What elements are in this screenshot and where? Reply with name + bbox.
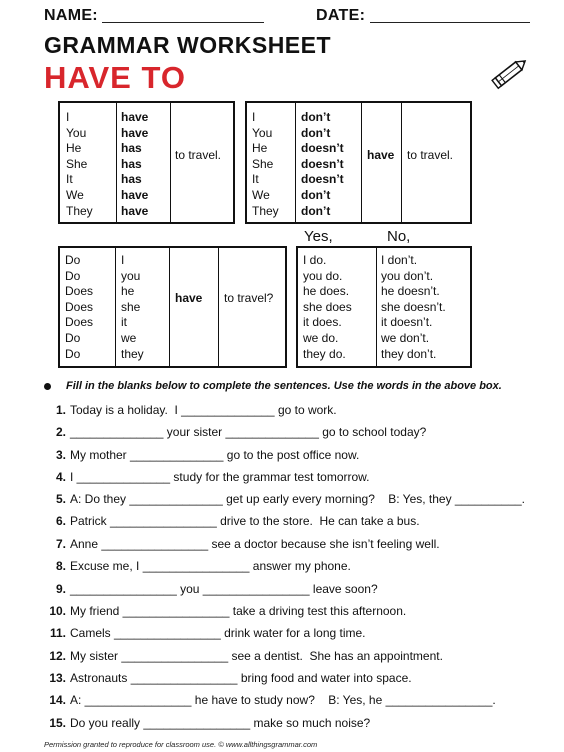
aux-cell: don’t	[301, 125, 331, 140]
question-text: Astronauts ________________ bring food and water into space.	[70, 671, 412, 685]
question-number: 13.	[49, 671, 66, 685]
question-number: 11.	[49, 626, 66, 640]
answer-cell: you do.	[303, 268, 343, 283]
question-item[interactable]	[44, 514, 420, 528]
question-text: Camels ________________ drink water for a long time.	[70, 626, 366, 640]
subject-cell: he	[121, 284, 135, 299]
question-number: 1.	[55, 403, 66, 417]
negative-complement: to travel.	[407, 148, 454, 162]
subject-cell: you	[121, 268, 141, 283]
question-number: 15.	[49, 716, 66, 730]
verb-cell: have	[121, 110, 149, 124]
answer-cell: we don’t.	[381, 330, 430, 345]
question-text: ______________ your sister ______________ go to school today?	[70, 425, 427, 439]
aux-cell: Does	[65, 299, 94, 314]
aux-cell: Do	[65, 268, 81, 283]
bullet-icon	[44, 383, 51, 390]
subject-cell: They	[66, 203, 93, 218]
aux-cell: Do	[65, 330, 81, 345]
verb-cell: has	[121, 172, 142, 187]
affirmative-subjects	[66, 110, 93, 219]
aux-cell: don’t	[301, 203, 331, 218]
negative-table	[245, 101, 472, 224]
answer-cell: they do.	[303, 346, 346, 361]
yes-label: Yes,	[304, 228, 333, 245]
answer-cell: I do.	[303, 253, 327, 267]
question-number: 2.	[55, 425, 66, 439]
instructions: Fill in the blanks below to complete the sentences. Use the words in the above box.	[66, 380, 502, 392]
verb-cell: have	[121, 203, 149, 218]
answer-cell: I don’t.	[381, 253, 418, 267]
affirmative-complement: to travel.	[175, 148, 222, 162]
question-item[interactable]	[44, 492, 525, 506]
verb-cell: have	[121, 125, 149, 140]
question-number: 7.	[55, 537, 66, 551]
answers-table	[296, 246, 472, 368]
subject-cell: He	[66, 141, 82, 156]
affirmative-table	[58, 101, 235, 224]
aux-cell: Does	[65, 315, 94, 330]
worksheet-subtitle: HAVE TO	[44, 60, 186, 95]
no-answers	[381, 253, 446, 362]
aux-cell: Do	[65, 346, 81, 361]
answer-cell: it does.	[303, 315, 342, 330]
subject-cell: it	[121, 315, 127, 330]
question-number: 6.	[55, 514, 66, 528]
negative-verb: have	[367, 148, 395, 162]
subject-cell: It	[66, 172, 73, 187]
question-subjects	[121, 253, 144, 362]
aux-cell: don’t	[301, 187, 331, 202]
subject-cell: You	[66, 125, 87, 140]
question-text: A: Do they ______________ get up early every morning? B: Yes, they __________.	[70, 492, 525, 506]
answer-cell: you don’t.	[381, 268, 434, 283]
question-item[interactable]	[44, 559, 351, 573]
question-item[interactable]	[44, 693, 496, 707]
name-label: NAME:	[44, 7, 98, 24]
pencil-icon	[488, 54, 532, 94]
date-label: DATE:	[316, 7, 366, 24]
subject-cell: She	[252, 156, 274, 171]
subject-cell: we	[121, 330, 137, 345]
question-item[interactable]	[44, 716, 370, 730]
no-label: No,	[387, 228, 411, 245]
question-number: 5.	[55, 492, 66, 506]
question-number: 4.	[55, 470, 66, 484]
question-number: 8.	[55, 559, 66, 573]
verb-cell: has	[121, 141, 142, 156]
question-text: My friend ________________ take a driving test this afternoon.	[70, 604, 407, 618]
question-complement: to travel?	[224, 291, 274, 305]
question-item[interactable]	[44, 425, 426, 439]
question-text: My sister ________________ see a dentist. She has an appointment.	[70, 649, 443, 663]
question-item[interactable]	[44, 626, 366, 640]
worksheet-title: GRAMMAR WORKSHEET	[44, 32, 332, 58]
question-number: 3.	[55, 448, 66, 462]
negative-aux	[301, 110, 344, 219]
question-aux	[65, 253, 93, 362]
negative-subjects	[252, 110, 279, 219]
answer-cell: we do.	[303, 330, 339, 345]
question-number: 10.	[49, 604, 66, 618]
question-text: I ______________ study for the grammar test tomorrow.	[70, 470, 370, 484]
subject-cell: she	[121, 299, 141, 314]
subject-cell: We	[66, 187, 84, 202]
question-number: 14.	[49, 693, 66, 707]
answer-cell: she does	[303, 299, 352, 314]
subject-cell: I	[66, 110, 70, 124]
verb-cell: has	[121, 156, 142, 171]
aux-cell: doesn’t	[301, 156, 344, 171]
answer-cell: she doesn’t.	[381, 299, 446, 314]
question-number: 12.	[49, 649, 66, 663]
question-table	[58, 246, 287, 368]
yes-answers	[303, 253, 352, 362]
verb-cell: have	[121, 187, 149, 202]
subject-cell: I	[252, 110, 256, 124]
question-item[interactable]	[44, 582, 378, 596]
question-text: Today is a holiday. I ______________ go to work.	[70, 403, 337, 417]
subject-cell: We	[252, 187, 270, 202]
question-item[interactable]	[44, 448, 359, 462]
question-text: Anne ________________ see a doctor because she isn’t feeling well.	[70, 537, 440, 551]
date-line[interactable]	[370, 22, 530, 23]
affirmative-verbs	[121, 110, 148, 219]
aux-cell: doesn’t	[301, 141, 344, 156]
name-line[interactable]	[102, 22, 264, 23]
question-verb: have	[175, 291, 203, 305]
question-item[interactable]	[44, 403, 337, 417]
aux-cell: doesn’t	[301, 172, 344, 187]
subject-cell: It	[252, 172, 259, 187]
footer-credit: Permission granted to reproduce for classroom use. © www.allthingsgrammar.com	[44, 740, 318, 749]
question-text: A: ________________ he have to study now? B: Yes, he ________________.	[70, 693, 496, 707]
answer-cell: he doesn’t.	[381, 284, 440, 299]
question-item[interactable]	[44, 671, 412, 685]
question-item[interactable]	[44, 604, 406, 618]
answer-cell: they don’t.	[381, 346, 437, 361]
question-number: 9.	[55, 582, 66, 596]
question-item[interactable]	[44, 649, 443, 663]
subject-cell: She	[66, 156, 88, 171]
aux-cell: don’t	[301, 110, 331, 124]
subject-cell: You	[252, 125, 273, 140]
question-item[interactable]	[44, 537, 440, 551]
answer-cell: it doesn’t.	[381, 315, 433, 330]
subject-cell: He	[252, 141, 268, 156]
answer-cell: he does.	[303, 284, 350, 299]
question-item[interactable]	[44, 470, 370, 484]
aux-cell: Do	[65, 253, 81, 267]
aux-cell: Does	[65, 284, 94, 299]
question-text: Excuse me, I ________________ answer my phone.	[70, 559, 351, 573]
question-text: My mother ______________ go to the post office now.	[70, 448, 360, 462]
subject-cell: They	[252, 203, 279, 218]
question-text: Patrick ________________ drive to the store. He can take a bus.	[70, 514, 420, 528]
question-text: ________________ you ________________ leave soon?	[70, 582, 378, 596]
subject-cell: I	[121, 253, 125, 267]
question-text: Do you really ________________ make so much noise?	[70, 716, 371, 730]
subject-cell: they	[121, 346, 144, 361]
